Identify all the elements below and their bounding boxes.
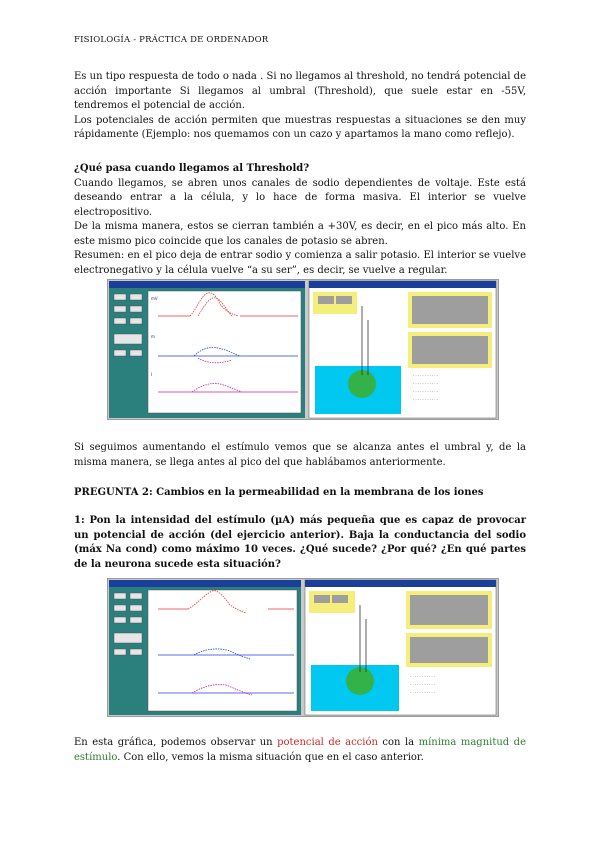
paragraph-conclusion (74, 736, 526, 765)
highlight-action-potential: potencial de acción (277, 737, 378, 748)
svg-text:- - - - - - - - - - -: - - - - - - - - - - - (410, 682, 436, 686)
heading-threshold: ¿Qué pasa cuando llegamos al Threshold? (74, 163, 310, 174)
conclusion-section (74, 736, 526, 765)
question-2-section (74, 486, 526, 501)
highlight-minimum-stimulus: mínima magnitud de estímulo (74, 737, 526, 763)
paragraph-sodium-channels: Cuando llegamos, se abren unos canales de sodio dependientes de voltaje. Este está deseando entrar a la célula, y lo hace de forma masiva. El interior se vuelve electropositivo. (74, 177, 526, 218)
conclusion-text-3: . Con ello, vemos la misma situación que en el caso anterior. (117, 751, 424, 763)
svg-text:I: I (151, 372, 153, 377)
question-2-1-section (74, 514, 526, 572)
intro-section (74, 70, 526, 143)
simulation-screenshot-2 (107, 578, 499, 717)
paragraph-all-or-nothing: Es un tipo respuesta de todo o nada . Si no llegamos al threshold, no tendrá potencial de acción importante Si llegamos al umbral (Threshold), que suele estar en -55V, tendremos el potencial de acción. (74, 71, 526, 111)
svg-text:- - - - - - - - - - -: - - - - - - - - - - - (413, 389, 439, 393)
simulation-screenshot-1 (107, 279, 499, 420)
paragraph-potassium-channels: De la misma manera, estos se cierran también a +30V, es decir, en el pico más alto. En este mismo pico coincide que los canales de potasio se abren. (74, 221, 526, 247)
svg-text:- - - - - - - - - - -: - - - - - - - - - - - (413, 397, 439, 401)
page-header: FISIOLOGÍA - PRÁCTICA DE ORDENADOR (74, 35, 269, 45)
svg-text:- - - - - - - - - - -: - - - - - - - - - - - (410, 690, 436, 694)
svg-text:- - - - - - - - - - -: - - - - - - - - - - - (413, 381, 439, 385)
conclusion-text-2: con la (377, 737, 419, 748)
paragraph-summary: Resumen: en el pico deja de entrar sodio y comienza a salir potasio. El interior se vuelve electronegativo y la célula vuelve “a su ser”, es decir, se vuelve a regular. (74, 250, 526, 276)
paragraph-reflex: Los potenciales de acción permiten que muestras respuestas a situaciones se den muy rápidamente (Ejemplo: nos quemamos con un cazo y apartamos la mano como reflejo). (74, 114, 526, 140)
svg-text:- - - - - - - - - - -: - - - - - - - - - - - (410, 674, 436, 678)
paragraph-increasing-stimulus: Si seguimos aumentando el estímulo vemos que se alcanza antes el umbral y, de la misma manera, se llega antes al pico del que hablábamos anteriormente. (74, 442, 526, 468)
question-2-1-text: 1: Pon la intensidad del estímulo (µA) más pequeña que es capaz de provocar un potencial de acción (del ejercicio anterior). Baja la conductancia del sodio (máx Na cond) como máximo 10 veces. ¿Qué sucede? ¿Por qué? ¿En qué partes de la neurona sucede esta situación? (74, 515, 526, 570)
stimulus-section (74, 441, 526, 470)
svg-text:- - - - - - - - - - -: - - - - - - - - - - - (413, 373, 439, 377)
heading-question-2: PREGUNTA 2: Cambios en la permeabilidad en la membrana de los iones (74, 487, 484, 498)
threshold-section (74, 162, 526, 278)
svg-text:m: m (151, 334, 155, 339)
svg-text:mV: mV (151, 296, 158, 301)
conclusion-text-1: En esta gráfica, podemos observar un (74, 737, 278, 748)
